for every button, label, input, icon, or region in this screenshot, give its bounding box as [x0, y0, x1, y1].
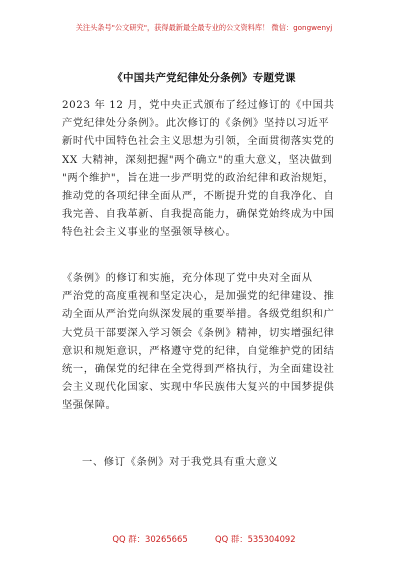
paragraph-line: 新时代中国特色社会主义思想为引领，全面贯彻落实党的	[62, 135, 335, 148]
paragraph-line: 严治党的高度重视和坚定决心，是加强党的纪律建设、推	[62, 290, 335, 303]
paragraph-1	[62, 96, 344, 242]
paragraph-line: 《条例》的修订和实施，充分体现了党中央对全面从	[62, 272, 313, 284]
document-title: 《中国共产党纪律处分条例》专题党课	[112, 72, 296, 84]
qq-group-left: QQ 群：30265665	[112, 534, 188, 544]
paragraph-line: 特色社会主义事业的坚强领导核心。	[62, 226, 237, 239]
paragraph-line: 产党纪律处分条例》。此次修订的《条例》坚持以习近平	[62, 117, 330, 130]
qq-group-right: QQ 群：535304092	[215, 534, 296, 544]
paragraph-line: "两个维护"，旨在进一步严明党的政治纪律和政治规矩，	[62, 171, 335, 184]
paragraph-line: 坚强保障。	[62, 399, 117, 412]
paragraph-line: 大党员干部要深入学习领会《条例》精神，切实增强纪律	[62, 326, 335, 339]
paragraph-line: XX 大精神，深刻把握"两个确立"的重大意义，坚决做到	[62, 153, 333, 166]
paragraph-line: 会主义现代化国家、实现中华民族伟大复兴的中国梦提供	[62, 381, 335, 394]
paragraph-line: 统一，确保党的纪律在全党得到严格执行，为全面建设社	[62, 363, 335, 376]
paragraph-line: 意识和规矩意识，严格遵守党的纪律，自觉维护党的团结	[62, 344, 335, 357]
paragraph-line: 2023 年 12 月，党中央正式颁布了经过修订的《中国共	[62, 99, 335, 111]
paragraph-line: 我完善、自我革新、自我提高能力，确保党始终成为中国	[62, 208, 335, 221]
paragraph-2	[62, 269, 344, 415]
section-heading: 一、修订《条例》对于我党具有重大意义	[82, 456, 279, 468]
header-notice: 关注头条号"公文研究"，获得最新最全最专业的公文资料库！ 微信：gongwenyj	[75, 23, 333, 32]
paragraph-line: 推动党的各项纪律全面从严，不断提升党的自我净化、自	[62, 190, 335, 203]
paragraph-line: 动全面从严治党向纵深发展的重要举措。各级党组织和广	[62, 308, 335, 321]
footer-contact	[0, 533, 408, 545]
